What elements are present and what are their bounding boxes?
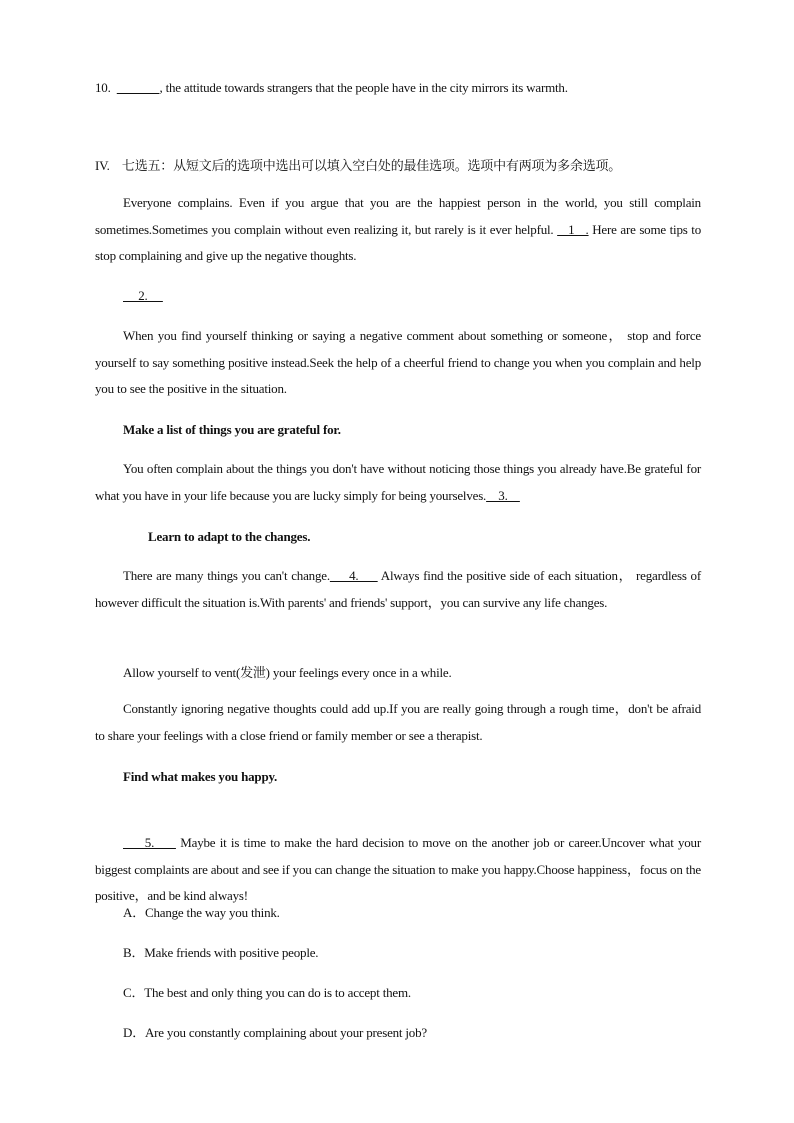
paragraph-4 [95,563,701,616]
question-number: 10. [95,80,111,95]
question-10 [95,80,701,96]
subheading-adapt: Learn to adapt to the changes. [148,529,311,544]
paragraph-text: Always find the positive side of each situation， regardless of however difficult the situation is.With parents' and friends' support，you can survive any life changes. [95,568,701,610]
blank-3: 3. [486,487,520,503]
paragraph-1 [95,190,701,270]
question-text: , the attitude towards strangers that the people have in the city mirrors its warmth. [159,80,568,95]
blank-2-line [95,288,701,304]
paragraph-2: When you find yourself thinking or saying a negative comment about something or someone， stop and force yourself to say something positive instead.Seek the help of a cheerful friend to change you when you complain and help you to see the positive in the situation. [95,328,701,397]
paragraph-7 [95,830,701,910]
blank-4: 4. [329,568,378,583]
section-instructions: 七选五：从短文后的选项中选出可以填入空白处的最佳选项。选项中有两项为多余选项。 [121,159,622,174]
subheading-grateful: Make a list of things you are grateful for. [123,422,341,437]
paragraph-text: There are many things you can't change. [123,568,330,583]
blank-5: 5. [123,835,176,850]
blank-2: 2. [123,288,163,303]
option-b: B．Make friends with positive people. [123,945,319,960]
section-heading [95,155,701,174]
answer-blank [117,80,160,95]
paragraph-text: Everyone complains. Even if you argue that you are the happiest person in the world, you still complain sometimes.Sometimes you complain without even realizing it, but rarely is it ever helpful. [95,195,701,237]
section-number: IV. [95,158,110,173]
option-d: D．Are you constantly complaining about your present job? [123,1025,427,1040]
option-a: A．Change the way you think. [123,905,280,920]
subheading-happy: Find what makes you happy. [123,769,278,784]
paragraph-text: You often complain about the things you don't have without noticing those things you already have.Be grateful for what you have in your life because you are lucky simply for being yourselves. [95,461,701,503]
paragraph-5: Allow yourself to vent(发泄) your feelings every once in a while. [123,665,452,680]
paragraph-text: Here are some tips to stop complaining and give up the negative thoughts. [95,221,701,264]
paragraph-6: Constantly ignoring negative thoughts could add up.If you are really going through a rough time，don't be afraid to share your feelings with a close friend or family member or see a therapist. [95,701,701,743]
blank-1: 1 . [557,221,589,237]
paragraph-3 [95,456,701,509]
option-c: C．The best and only thing you can do is to accept them. [123,985,411,1000]
paragraph-text: Maybe it is time to make the hard decision to move on the another job or career.Uncover what your biggest complaints are about and see if you can change the situation to make you happy.Choose happiness，focus on the positive，and be kind always! [95,835,701,904]
